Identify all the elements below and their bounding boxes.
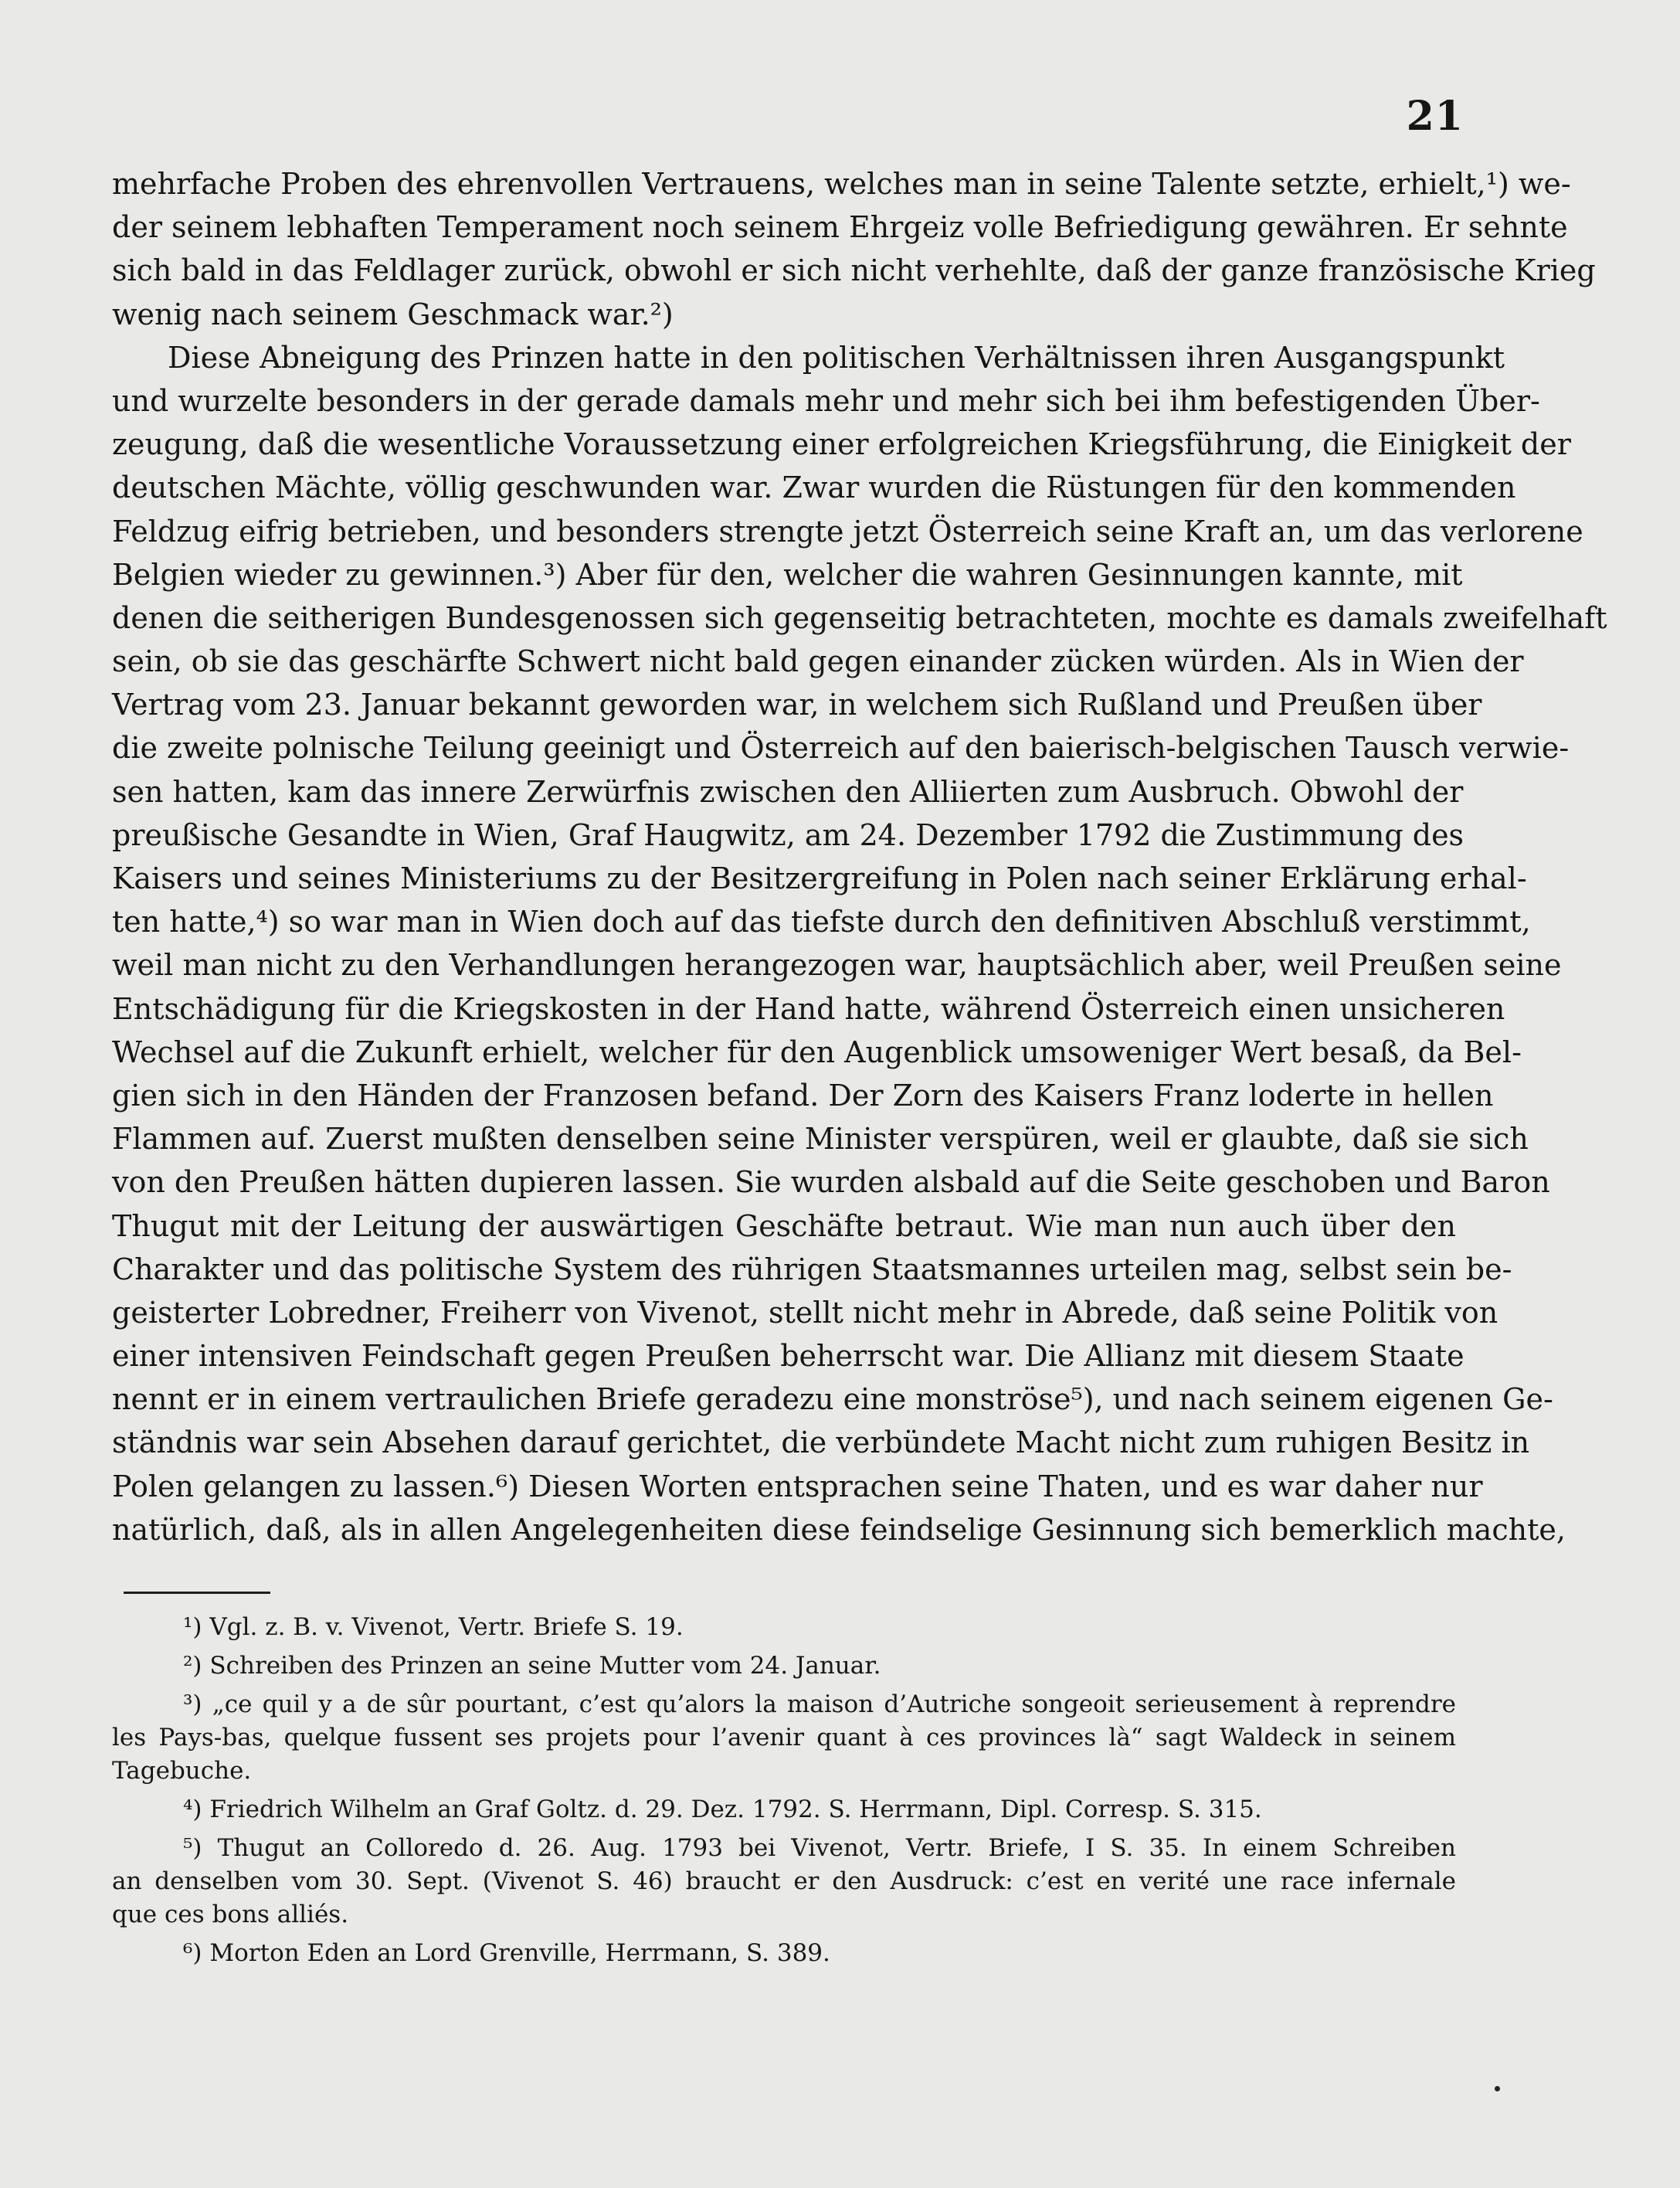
footnote-1	[112, 1611, 1456, 1644]
footnote-text: Friedrich Wilhelm an Graf Goltz. d. 29. Dez. 1792. S. Herrmann, Dipl. Corresp. S. 315.	[209, 1796, 1262, 1823]
footnote-text: Morton Eden an Lord Grenville, Herrmann, S. 389.	[209, 1939, 830, 1967]
footnote-mark: ²)	[183, 1652, 202, 1680]
text-line: sein, ob sie das geschärfte Schwert nicht bald gegen einander zücken würden. Als in Wien der	[112, 644, 1524, 679]
text-line: Thugut mit der Leitung der auswärtigen Geschäfte betraut. Wie man nun auch über den	[112, 1208, 1456, 1243]
ink-speck	[1495, 2086, 1500, 2091]
text-line: von den Preußen hätten dupieren lassen. Sie wurden alsbald auf die Seite geschoben und Baron	[112, 1165, 1550, 1200]
footnote-mark: ⁵)	[183, 1834, 202, 1862]
text-line: sich bald in das Feldlager zurück, obwohl er sich nicht verhehlte, daß der ganze französische Krieg	[112, 253, 1596, 288]
text-line: mehrfache Proben des ehrenvollen Vertrauens, welches man in seine Talente setzte, erhielt,¹) we-	[112, 167, 1571, 201]
footnote-mark: ⁶)	[183, 1939, 202, 1967]
text-line: Kaisers und seines Ministeriums zu der Besitzergreifung in Polen nach seiner Erklärung erhal-	[112, 861, 1527, 895]
text-line: sen hatten, kam das innere Zerwürfnis zwischen den Alliierten zum Ausbruch. Obwohl der	[112, 774, 1464, 809]
footnote-2	[112, 1649, 1456, 1683]
footnote-text: „ce quil y a de sûr pourtant, c’est qu’alors la maison d’Autriche songeoit serieusement à reprendre	[212, 1690, 1457, 1718]
text-line: Belgien wieder zu gewinnen.³) Aber für den, welcher die wahren Gesinnungen kannte, mit	[112, 557, 1463, 592]
footnote-text: que ces bons alliés.	[112, 1901, 349, 1928]
footnote-mark: ⁴)	[183, 1796, 202, 1823]
text-line: einer intensiven Feindschaft gegen Preußen beherrscht war. Die Allianz mit diesem Staate	[112, 1339, 1464, 1374]
text-line: deutschen Mächte, völlig geschwunden war. Zwar wurden die Rüstungen für den kommenden	[112, 471, 1516, 505]
footnote-separator	[124, 1592, 270, 1594]
text-line: Polen gelangen zu lassen.⁶) Diesen Worten entsprachen seine Thaten, und es war daher nur	[112, 1469, 1483, 1503]
text-line: zeugung, daß die wesentliche Voraussetzung einer erfolgreichen Kriegsführung, die Einigkeit der	[112, 427, 1571, 462]
text-line: ständnis war sein Absehen darauf gerichtet, die verbündete Macht nicht zum ruhigen Besitz in	[112, 1425, 1530, 1460]
footnote-text: Vgl. z. B. v. Vivenot, Vertr. Briefe S. 19.	[209, 1613, 684, 1641]
text-line: wenig nach seinem Geschmack war.²)	[112, 297, 674, 331]
footnote-4	[112, 1793, 1456, 1826]
footnotes	[112, 1611, 1456, 1976]
text-line: Charakter und das politische System des rührigen Staatsmannes urteilen mag, selbst sein be-	[112, 1252, 1512, 1286]
text-line: denen die seitherigen Bundesgenossen sich gegenseitig betrachteten, mochte es damals zweifelhaft	[112, 600, 1607, 635]
footnote-text: Tagebuche.	[112, 1757, 252, 1785]
body-text	[112, 162, 1607, 1551]
footnote-5	[112, 1832, 1456, 1931]
text-line: Entschädigung für die Kriegskosten in der Hand hatte, während Österreich einen unsicheren	[112, 991, 1505, 1026]
footnote-text: Thugut an Colloredo d. 26. Aug. 1793 bei Vivenot, Vertr. Briefe, I S. 35. In einem Schreiben	[217, 1834, 1456, 1862]
footnote-text: Schreiben des Prinzen an seine Mutter vom 24. Januar.	[209, 1652, 881, 1680]
text-line: die zweite polnische Teilung geeinigt und Österreich auf den baierisch-belgischen Tausch verwie-	[112, 731, 1570, 766]
footnote-3	[112, 1688, 1456, 1788]
text-line: preußische Gesandte in Wien, Graf Haugwitz, am 24. Dezember 1792 die Zustimmung des	[112, 817, 1464, 852]
footnote-text: les Pays-bas, quelque fussent ses projets pour l’avenir quant à ces provinces là“ sagt Waldeck in seinem	[112, 1724, 1456, 1751]
text-line: nennt er in einem vertraulichen Briefe geradezu eine monströse⁵), und nach seinem eigenen Ge-	[112, 1382, 1553, 1417]
text-line: der seinem lebhaften Temperament noch seinem Ehrgeiz volle Befriedigung gewähren. Er sehnte	[112, 210, 1568, 245]
text-line: gien sich in den Händen der Franzosen befand. Der Zorn des Kaisers Franz loderte in hellen	[112, 1078, 1494, 1113]
text-line: natürlich, daß, als in allen Angelegenheiten diese feindselige Gesinnung sich bemerklich machte,	[112, 1512, 1566, 1547]
footnote-mark: ¹)	[183, 1613, 202, 1641]
footnote-6	[112, 1937, 1456, 1970]
paragraph-first-line: Diese Abneigung des Prinzen hatte in den politischen Verhältnissen ihren Ausgangspunkt	[168, 340, 1505, 375]
footnote-text: an denselben vom 30. Sept. (Vivenot S. 46) braucht er den Ausdruck: c’est en verité une race infernale	[112, 1867, 1456, 1895]
text-line: und wurzelte besonders in der gerade damals mehr und mehr sich bei ihm befestigenden Über-	[112, 383, 1540, 418]
text-line: Vertrag vom 23. Januar bekannt geworden war, in welchem sich Rußland und Preußen über	[112, 688, 1482, 722]
footnote-mark: ³)	[183, 1690, 202, 1718]
text-line: Flammen auf. Zuerst mußten denselben seine Minister verspüren, weil er glaubte, daß sie sich	[112, 1122, 1529, 1157]
text-line: weil man nicht zu den Verhandlungen herangezogen war, hauptsächlich aber, weil Preußen seine	[112, 948, 1562, 983]
text-line: ten hatte,⁴) so war man in Wien doch auf das tiefste durch den definitiven Abschluß verstimmt,	[112, 905, 1531, 939]
page-number: 21	[1406, 93, 1464, 140]
text-line: Wechsel auf die Zukunft erhielt, welcher für den Augenblick umsoweniger Wert besaß, da Bel-	[112, 1035, 1522, 1069]
text-line: Feldzug eifrig betrieben, und besonders strengte jetzt Österreich seine Kraft an, um das verlorene	[112, 514, 1583, 549]
text-line: geisterter Lobredner, Freiherr von Vivenot, stellt nicht mehr in Abrede, daß seine Politik von	[112, 1295, 1498, 1330]
